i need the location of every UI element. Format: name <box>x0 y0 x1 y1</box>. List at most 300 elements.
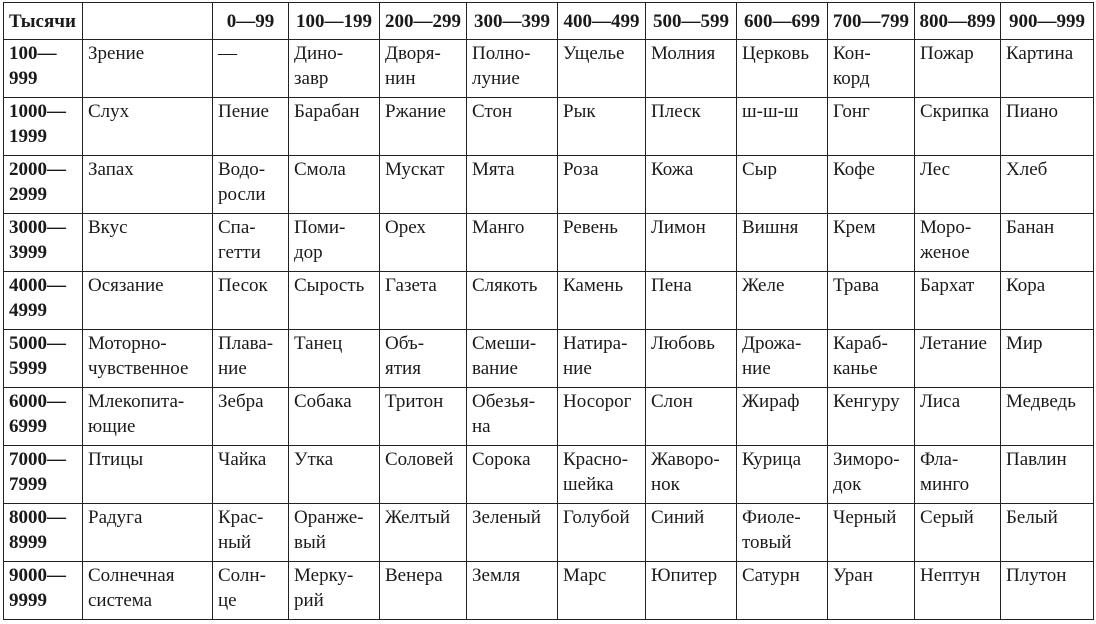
cell-line: Синий <box>651 507 705 528</box>
table-cell <box>737 272 828 330</box>
table-cell <box>1001 40 1094 98</box>
cell-line: Соловей <box>385 449 454 470</box>
table-cell <box>828 272 915 330</box>
table-cell <box>828 98 915 156</box>
cell-line: Зеленый <box>472 507 541 528</box>
table-cell <box>380 272 467 330</box>
table-cell <box>467 504 558 562</box>
cell-line: 6999 <box>9 416 47 437</box>
cell-line: 100— <box>9 43 57 64</box>
cell-line: Зрение <box>88 43 145 64</box>
table-cell <box>289 98 380 156</box>
table-cell <box>646 562 737 620</box>
cell-line: Марс <box>563 565 607 586</box>
cell-line: 3000— <box>9 217 66 238</box>
table-cell <box>380 214 467 272</box>
cell-line: 3999 <box>9 242 47 263</box>
table-cell <box>737 156 828 214</box>
cell-line: Мерку- <box>294 565 354 586</box>
row-range <box>4 214 83 272</box>
table-cell <box>213 330 289 388</box>
table-cell <box>1001 330 1094 388</box>
cell-line: Солн- <box>218 565 266 586</box>
cell-line: Полно- <box>472 43 531 64</box>
cell-line: Сорока <box>472 449 531 470</box>
row-category <box>83 272 213 330</box>
row-category <box>83 330 213 388</box>
cell-line: Жираф <box>742 391 800 412</box>
cell-line: Фиоле- <box>742 507 801 528</box>
cell-line: 8000— <box>9 507 66 528</box>
cell-line: Кон- <box>833 43 871 64</box>
table-cell <box>380 446 467 504</box>
cell-line: Банан <box>1006 217 1055 238</box>
cell-line: Плава- <box>218 333 274 354</box>
cell-line: 7000— <box>9 449 66 470</box>
cell-line: Красно- <box>563 449 629 470</box>
cell-line: Поми- <box>294 217 346 238</box>
table-cell <box>828 214 915 272</box>
cell-line: Скрипка <box>920 101 990 122</box>
cell-line: Летание <box>920 333 987 354</box>
cell-line: Караб- <box>833 333 888 354</box>
cell-line: Кенгуру <box>833 391 900 412</box>
table-cell <box>915 504 1001 562</box>
cell-line: Спа- <box>218 217 256 238</box>
header-range: 800—899 <box>915 3 1001 40</box>
cell-line: Слякоть <box>472 275 538 296</box>
cell-line: Плутон <box>1006 565 1067 586</box>
cell-line: Уран <box>833 565 873 586</box>
cell-line: Сырость <box>294 275 365 296</box>
cell-line: Серый <box>920 507 974 528</box>
cell-line: вый <box>294 532 326 553</box>
cell-line: Любовь <box>651 333 715 354</box>
cell-line: 1999 <box>9 126 47 147</box>
cell-line: ш-ш-ш <box>742 101 799 122</box>
row-range <box>4 40 83 98</box>
cell-line: Сыр <box>742 159 777 180</box>
table-cell <box>646 504 737 562</box>
cell-line: 9000— <box>9 565 66 586</box>
table-cell <box>646 272 737 330</box>
cell-line: шейка <box>563 474 614 495</box>
cell-line: 4999 <box>9 300 47 321</box>
cell-line: Плеск <box>651 101 701 122</box>
row-category <box>83 156 213 214</box>
table-cell <box>1001 504 1094 562</box>
table-cell <box>467 156 558 214</box>
table-cell <box>646 156 737 214</box>
cell-line: Черный <box>833 507 897 528</box>
header-range: 900—999 <box>1001 3 1094 40</box>
cell-line: минго <box>920 474 970 495</box>
cell-line: Моро- <box>920 217 972 238</box>
table-cell <box>558 156 646 214</box>
row-range <box>4 156 83 214</box>
table-cell <box>737 388 828 446</box>
table-cell <box>1001 214 1094 272</box>
row-range <box>4 272 83 330</box>
row-range <box>4 330 83 388</box>
table-cell <box>737 40 828 98</box>
cell-line: ющие <box>88 416 136 437</box>
memory-table <box>3 2 1094 620</box>
cell-line: Лимон <box>651 217 706 238</box>
cell-line: Стон <box>472 101 513 122</box>
cell-line: Зебра <box>218 391 264 412</box>
cell-line: Юпитер <box>651 565 718 586</box>
table-cell <box>646 388 737 446</box>
row-range <box>4 562 83 620</box>
cell-line: Танец <box>294 333 343 354</box>
cell-line: Павлин <box>1006 449 1067 470</box>
cell-line: Вкус <box>88 217 128 238</box>
cell-line: Слух <box>88 101 130 122</box>
table-cell <box>213 562 289 620</box>
cell-line: 1000— <box>9 101 66 122</box>
cell-line: 5999 <box>9 358 47 379</box>
cell-line: Курица <box>742 449 802 470</box>
cell-line: Кожа <box>651 159 694 180</box>
table-cell <box>915 272 1001 330</box>
table-cell <box>737 98 828 156</box>
cell-line: 5000— <box>9 333 66 354</box>
table-cell <box>467 388 558 446</box>
table-cell <box>289 40 380 98</box>
cell-line: на <box>472 416 491 437</box>
table-row <box>4 330 1094 388</box>
cell-line: Радуга <box>88 507 143 528</box>
cell-line: Ржание <box>385 101 446 122</box>
cell-line: 2999 <box>9 184 47 205</box>
cell-line: Объ- <box>385 333 425 354</box>
header-blank <box>83 3 213 40</box>
table-cell <box>558 388 646 446</box>
header-corner: Тысячи <box>4 3 83 40</box>
table-cell <box>380 388 467 446</box>
cell-line: це <box>218 590 237 611</box>
table-cell <box>289 156 380 214</box>
cell-line: Чайка <box>218 449 267 470</box>
table-cell <box>289 504 380 562</box>
table-cell <box>467 214 558 272</box>
table-row <box>4 562 1094 620</box>
cell-line: ние <box>563 358 592 379</box>
cell-line: Орех <box>385 217 426 238</box>
table-cell <box>915 156 1001 214</box>
table-body <box>4 40 1094 620</box>
table-cell <box>1001 98 1094 156</box>
cell-line: ный <box>218 532 252 553</box>
table-cell <box>558 446 646 504</box>
table-cell <box>1001 388 1094 446</box>
table-cell <box>467 562 558 620</box>
cell-line: Молния <box>651 43 716 64</box>
table-cell <box>646 330 737 388</box>
table-cell <box>646 214 737 272</box>
table-cell <box>213 98 289 156</box>
cell-line: Натира- <box>563 333 628 354</box>
cell-line: Гонг <box>833 101 870 122</box>
cell-line: Мускат <box>385 159 445 180</box>
table-cell <box>289 388 380 446</box>
cell-line: система <box>88 590 153 611</box>
cell-line: рий <box>294 590 324 611</box>
row-category <box>83 562 213 620</box>
cell-line: Млекопита- <box>88 391 185 412</box>
table-cell <box>915 446 1001 504</box>
cell-line: ятия <box>385 358 421 379</box>
table-cell <box>915 388 1001 446</box>
cell-line: Желтый <box>385 507 451 528</box>
row-range <box>4 98 83 156</box>
row-category <box>83 98 213 156</box>
cell-line: Газета <box>385 275 437 296</box>
table-cell <box>289 446 380 504</box>
header-range: 600—699 <box>737 3 828 40</box>
cell-line: Лес <box>920 159 951 180</box>
cell-line: 6000— <box>9 391 66 412</box>
cell-line: Водо- <box>218 159 266 180</box>
cell-line: росли <box>218 184 266 205</box>
table-cell <box>380 40 467 98</box>
cell-line: Носорог <box>563 391 632 412</box>
table-cell <box>1001 272 1094 330</box>
cell-line: Солнечная <box>88 565 175 586</box>
table-cell <box>737 330 828 388</box>
cell-line: 9999 <box>9 590 47 611</box>
table-cell <box>213 504 289 562</box>
cell-line: Пожар <box>920 43 974 64</box>
cell-line: Смола <box>294 159 346 180</box>
cell-line: Песок <box>218 275 268 296</box>
table-cell <box>1001 446 1094 504</box>
cell-line: Моторно- <box>88 333 167 354</box>
table-row <box>4 40 1094 98</box>
table-cell <box>646 446 737 504</box>
table-cell <box>828 504 915 562</box>
table-cell <box>737 504 828 562</box>
row-range <box>4 446 83 504</box>
cell-line: завр <box>294 68 329 89</box>
table-cell <box>380 330 467 388</box>
row-category <box>83 40 213 98</box>
cell-line: Камень <box>563 275 624 296</box>
cell-line: Пение <box>218 101 269 122</box>
table-cell <box>915 214 1001 272</box>
cell-line: Крем <box>833 217 876 238</box>
header-range: 700—799 <box>828 3 915 40</box>
table-cell <box>558 330 646 388</box>
cell-line: Зиморо- <box>833 449 900 470</box>
cell-line: дор <box>294 242 323 263</box>
cell-line: ние <box>218 358 247 379</box>
table-cell <box>1001 156 1094 214</box>
table-cell <box>828 446 915 504</box>
cell-line: Нептун <box>920 565 981 586</box>
table-row <box>4 504 1094 562</box>
cell-line: Дрожа- <box>742 333 802 354</box>
cell-line: Желе <box>742 275 785 296</box>
header-range: 100—199 <box>289 3 380 40</box>
cell-line: Жаворо- <box>651 449 720 470</box>
cell-line: Голубой <box>563 507 630 528</box>
cell-line: — <box>218 43 237 64</box>
table-cell <box>213 388 289 446</box>
cell-line: Хлеб <box>1006 159 1048 180</box>
cell-line: Мята <box>472 159 515 180</box>
table-cell <box>915 98 1001 156</box>
table-row <box>4 388 1094 446</box>
cell-line: Тритон <box>385 391 444 412</box>
cell-line: женое <box>920 242 970 263</box>
table-cell <box>289 562 380 620</box>
table-cell <box>213 272 289 330</box>
cell-line: Роза <box>563 159 599 180</box>
cell-line: Белый <box>1006 507 1058 528</box>
table-cell <box>828 388 915 446</box>
table-cell <box>737 446 828 504</box>
table-cell <box>915 40 1001 98</box>
table-cell <box>380 562 467 620</box>
table-cell <box>289 214 380 272</box>
cell-line: Трава <box>833 275 879 296</box>
cell-line: нин <box>385 68 416 89</box>
table-cell <box>289 272 380 330</box>
cell-line: Барабан <box>294 101 360 122</box>
table-cell <box>558 214 646 272</box>
cell-line: корд <box>833 68 870 89</box>
cell-line: Рык <box>563 101 596 122</box>
table-cell <box>828 40 915 98</box>
cell-line: вание <box>472 358 518 379</box>
table-cell <box>467 40 558 98</box>
cell-line: Картина <box>1006 43 1074 64</box>
cell-line: нок <box>651 474 680 495</box>
cell-line: Ревень <box>563 217 618 238</box>
table-cell <box>213 40 289 98</box>
table-cell <box>828 156 915 214</box>
table-cell <box>828 562 915 620</box>
cell-line: чувственное <box>88 358 189 379</box>
table-cell <box>737 214 828 272</box>
cell-line: Пена <box>651 275 692 296</box>
table-cell <box>1001 562 1094 620</box>
header-range: 200—299 <box>380 3 467 40</box>
table-cell <box>558 272 646 330</box>
header-range: 300—399 <box>467 3 558 40</box>
cell-line: 4000— <box>9 275 66 296</box>
cell-line: Дино- <box>294 43 344 64</box>
row-category <box>83 214 213 272</box>
table-cell <box>558 504 646 562</box>
table-row <box>4 214 1094 272</box>
cell-line: 8999 <box>9 532 47 553</box>
row-range <box>4 504 83 562</box>
cell-line: Смеши- <box>472 333 537 354</box>
header-range: 0—99 <box>213 3 289 40</box>
cell-line: Запах <box>88 159 134 180</box>
table-cell <box>380 98 467 156</box>
table-row <box>4 98 1094 156</box>
table-row <box>4 156 1094 214</box>
cell-line: Оранже- <box>294 507 364 528</box>
cell-line: Земля <box>472 565 521 586</box>
cell-line: 2000— <box>9 159 66 180</box>
cell-line: Крас- <box>218 507 264 528</box>
cell-line: Птицы <box>88 449 144 470</box>
cell-line: Вишня <box>742 217 799 238</box>
table-cell <box>467 98 558 156</box>
table-cell <box>213 156 289 214</box>
cell-line: ние <box>742 358 771 379</box>
table-cell <box>467 330 558 388</box>
cell-line: Пиано <box>1006 101 1058 122</box>
cell-line: Церковь <box>742 43 810 64</box>
table-cell <box>380 504 467 562</box>
row-category <box>83 446 213 504</box>
header-range: 400—499 <box>558 3 646 40</box>
cell-line: Манго <box>472 217 525 238</box>
cell-line: луние <box>472 68 520 89</box>
table-cell <box>558 562 646 620</box>
cell-line: Кофе <box>833 159 875 180</box>
row-category <box>83 504 213 562</box>
cell-line: Ущелье <box>563 43 625 64</box>
table-cell <box>289 330 380 388</box>
cell-line: Фла- <box>920 449 959 470</box>
header-range: 500—599 <box>646 3 737 40</box>
table-row <box>4 446 1094 504</box>
cell-line: Осязание <box>88 275 164 296</box>
table-cell <box>558 40 646 98</box>
table-cell <box>467 446 558 504</box>
table-cell <box>646 98 737 156</box>
row-range <box>4 388 83 446</box>
cell-line: канье <box>833 358 878 379</box>
table-cell <box>915 562 1001 620</box>
cell-line: док <box>833 474 862 495</box>
table-cell <box>646 40 737 98</box>
table-cell <box>467 272 558 330</box>
cell-line: Лиса <box>920 391 961 412</box>
cell-line: Мир <box>1006 333 1043 354</box>
cell-line: Медведь <box>1006 391 1076 412</box>
table-cell <box>213 214 289 272</box>
cell-line: товый <box>742 532 792 553</box>
cell-line: Венера <box>385 565 443 586</box>
cell-line: Обезья- <box>472 391 536 412</box>
table-cell <box>737 562 828 620</box>
cell-line: 999 <box>9 68 38 89</box>
cell-line: Слон <box>651 391 693 412</box>
cell-line: Бархат <box>920 275 975 296</box>
table-cell <box>558 98 646 156</box>
row-category <box>83 388 213 446</box>
cell-line: Дворя- <box>385 43 441 64</box>
table-cell <box>915 330 1001 388</box>
cell-line: Кора <box>1006 275 1046 296</box>
table-cell <box>828 330 915 388</box>
cell-line: 7999 <box>9 474 47 495</box>
cell-line: Сатурн <box>742 565 800 586</box>
table-row <box>4 272 1094 330</box>
header-row <box>4 3 1094 40</box>
cell-line: Собака <box>294 391 352 412</box>
table-cell <box>380 156 467 214</box>
cell-line: Утка <box>294 449 334 470</box>
